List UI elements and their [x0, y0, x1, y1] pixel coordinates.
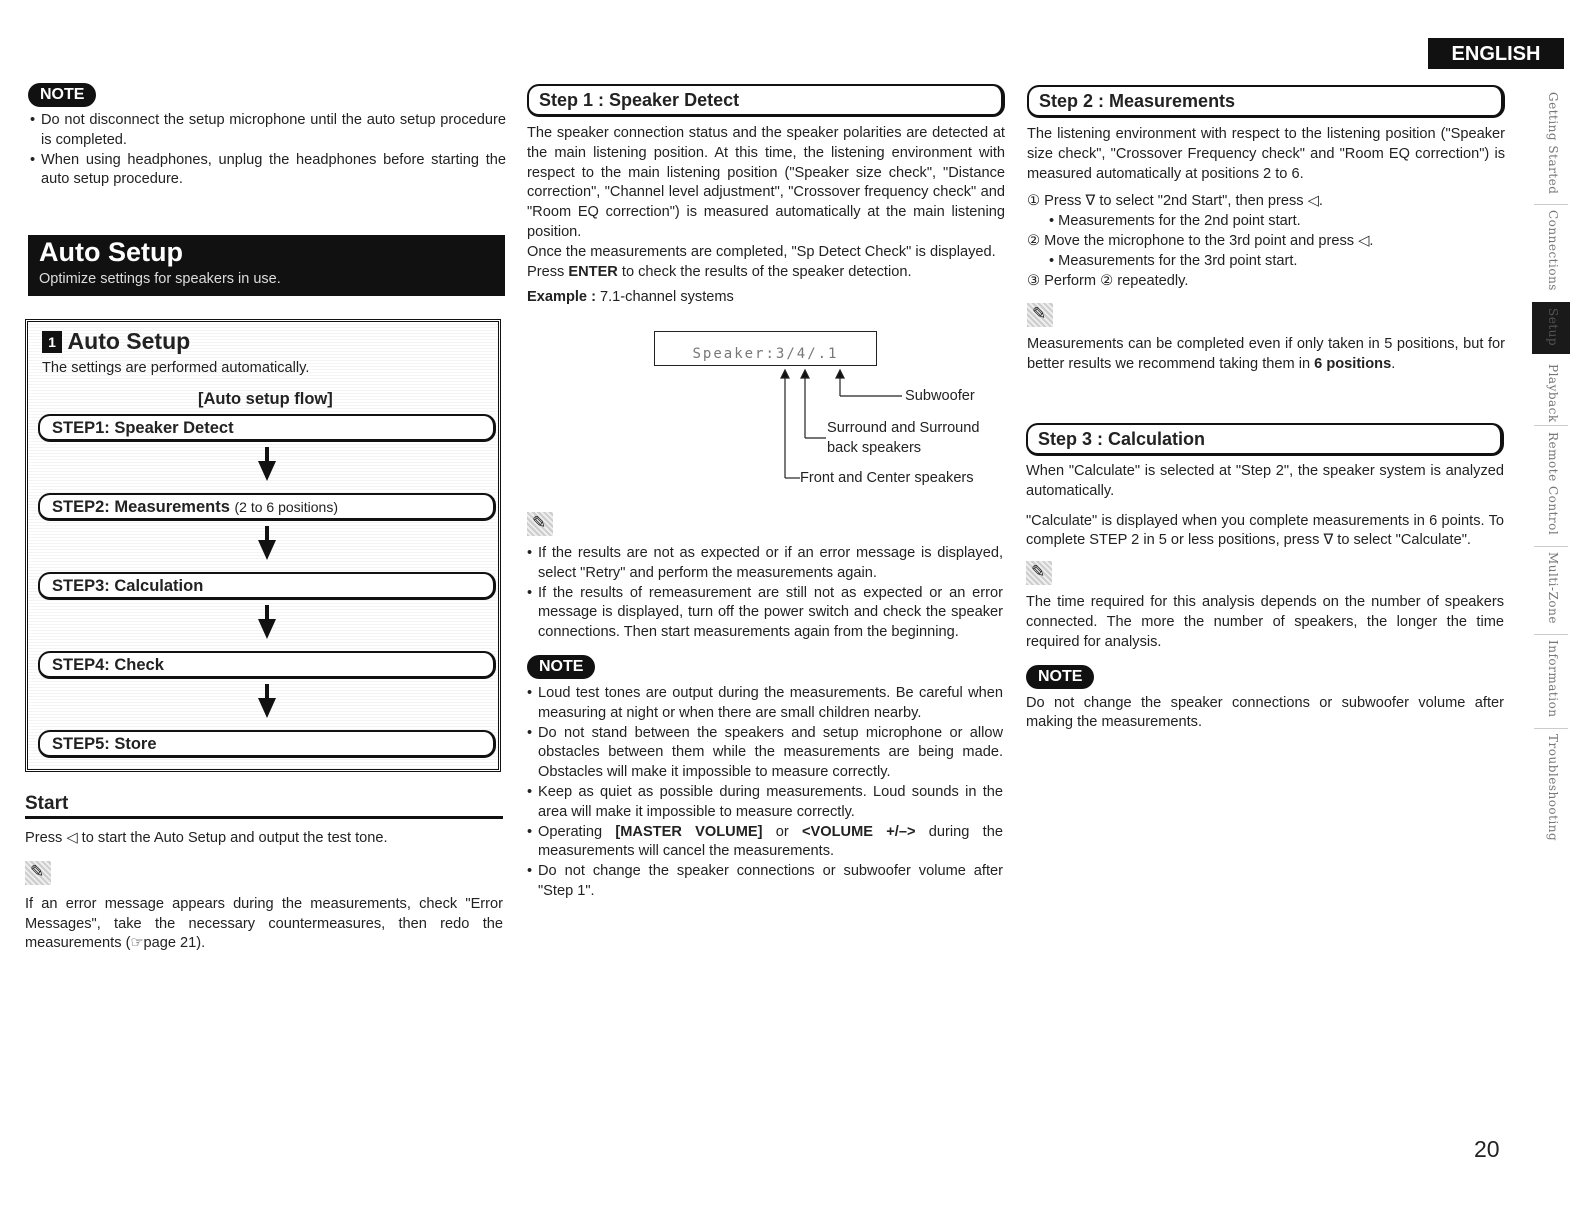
pencil-icon [25, 861, 51, 885]
side-nav [1530, 80, 1570, 850]
step2-heading: Step 2 : Measurements [1027, 85, 1505, 118]
start-title: Start [25, 793, 503, 819]
section-number-badge: 1 [42, 331, 62, 353]
example-line: Example : 7.1-channel systems [527, 289, 734, 306]
arrow-down-icon [38, 521, 496, 572]
col3 [1027, 85, 1505, 375]
step2-list-item-1: ① Press ∇ to select "2nd Start", then press ◁. [1027, 193, 1323, 210]
page-ref-icon: ☞ [130, 935, 144, 952]
down-arrow-icon: ∇ [1085, 193, 1096, 210]
down-arrow-icon: ∇ [1323, 532, 1334, 549]
step3-note: Do not change the speaker connections or subwoofer volume after making the measurements. [1026, 694, 1504, 731]
arrow-down-icon [38, 442, 496, 493]
tip-item: • If the results are not as expected or if an error message is displayed, select "Retry" and perform the measurements again. [527, 544, 1003, 584]
language-tab [1428, 38, 1564, 69]
left-arrow-icon: ◁ [66, 830, 78, 846]
flow-title: [Auto setup flow] [198, 390, 333, 408]
box-title: Auto Setup [67, 328, 191, 354]
enter-key: ENTER [568, 263, 618, 280]
step1-paragraph-2: Once the measurements are completed, "Sp Detect Check" is displayed. [527, 243, 996, 260]
col2-lower [527, 512, 1003, 902]
step2-list-item-2: ② Move the microphone to the 3rd point and press ◁. [1027, 232, 1374, 249]
note-item: • Do not disconnect the setup microphone until the auto setup procedure is completed. [30, 111, 506, 151]
note-item: • When using headphones, unplug the headphones before starting the auto setup procedure. [30, 151, 506, 191]
note-list [30, 111, 506, 190]
note-badge: NOTE [28, 83, 96, 107]
note-badge: NOTE [1026, 665, 1094, 689]
flow-steps [38, 414, 496, 758]
tip-item: • If the results of remeasurement are still not as expected or an error message is displayed, turn off the power switch and check the speaker connections. Then start measurements again from the beginning. [527, 584, 1003, 643]
start-text: Press ◁ to start the Auto Setup and output the test tone. [25, 830, 388, 846]
flow-step-5: STEP5: Store [38, 730, 496, 758]
side-tab-setup[interactable]: Setup [1546, 308, 1560, 347]
step3-tip: The time required for this analysis depends on the number of speakers connected. The more the number of speakers, the longer the time required for analysis. [1026, 594, 1504, 650]
step2-list-item-3: ③ Perform ② repeatedly. [1027, 272, 1189, 289]
tips-list [527, 544, 1003, 643]
step2-paragraph: The listening environment with respect to the listening position ("Speaker size check", "Crossover Frequency check" and "Room EQ correction") is measured automatically at positions 2 to 6. [1027, 126, 1505, 182]
auto-setup-banner [28, 235, 505, 296]
step1-paragraph-1: The speaker connection status and the speaker polarities are detected at the main listening position. At this time, the listening environment with respect to the main listening position ("Speaker size check", "Distance correction", "Channel level adjustment", "Crossover frequency check" and "Room EQ correction") is measured automatically at the main listening position. [527, 125, 1005, 240]
side-tab-connections[interactable]: Connections [1546, 210, 1560, 291]
note-item: • Do not change the speaker connections or subwoofer volume after "Step 1". [527, 862, 1003, 902]
display-text: Speaker:3/4/.1 [692, 346, 839, 362]
banner-subtitle: Optimize settings for speakers in use. [39, 271, 281, 287]
banner-title: Auto Setup [39, 237, 183, 267]
side-tab-troubleshooting[interactable]: Troubleshooting [1546, 734, 1560, 842]
callout-surround: Surround and Surround back speakers [827, 420, 980, 456]
left-arrow-icon: ◁ [1358, 232, 1370, 249]
step2-tip: Measurements can be completed even if only taken in 5 positions, but for better results we recommend taking them in 6 positions. [1027, 336, 1505, 373]
pencil-icon [1027, 303, 1053, 327]
note-badge: NOTE [527, 655, 595, 679]
note-item: • Keep as quiet as possible during measurements. Loud sounds in the area will make it impossible to measure correctly. [527, 783, 1003, 823]
auto-setup-box [25, 319, 501, 772]
step3-paragraph-1: When "Calculate" is selected at "Step 2", the speaker system is analyzed automatically. [1026, 463, 1504, 499]
flow-step-2: STEP2: Measurements (2 to 6 positions) [38, 493, 496, 521]
flow-step-1: STEP1: Speaker Detect [38, 414, 496, 442]
side-tab-getting-started[interactable]: Getting Started [1546, 92, 1560, 195]
page-number: 20 [1474, 1136, 1500, 1162]
language-label: ENGLISH [1451, 43, 1541, 65]
side-tab-multi-zone[interactable]: Multi-Zone [1546, 552, 1560, 624]
side-tab-playback[interactable]: Playback [1546, 364, 1560, 423]
step2-list: ① Press ∇ to select "2nd Start", then press ◁. • Measurements for the 2nd point start. ② Move the microphone to the 3rd point and press ◁. • Measurements for the 3rd point start. ③ Perform ② repeatedly. [1027, 192, 1505, 291]
col3-step3 [1026, 423, 1504, 733]
arrow-down-icon [38, 679, 496, 730]
note-list [527, 684, 1003, 902]
left-arrow-icon: ◁ [1307, 193, 1319, 210]
pencil-icon [1026, 561, 1052, 585]
note-item: • Operating [MASTER VOLUME] or <VOLUME +/–> during the measurements will cancel the measurements. [527, 823, 1003, 863]
note-item: • Do not stand between the speakers and setup microphone or allow obstacles between them while the measurements are being made. Obstacles will make it impossible to measure correctly. [527, 724, 1003, 783]
col2 [527, 84, 1005, 308]
box-heading [42, 328, 190, 355]
callout-front-center: Front and Center speakers [800, 470, 974, 486]
step3-paragraph-2: "Calculate" is displayed when you complete measurements in 6 points. To complete STEP 2 in 5 or less positions, press ∇ to select "Calculate". [1026, 512, 1504, 549]
flow-step-4: STEP4: Check [38, 651, 496, 679]
speaker-display [654, 331, 877, 366]
pencil-icon [527, 512, 553, 536]
side-tab-information[interactable]: Information [1546, 640, 1560, 718]
callout-subwoofer: Subwoofer [905, 388, 975, 404]
flow-step-3: STEP3: Calculation [38, 572, 496, 600]
step3-heading: Step 3 : Calculation [1026, 423, 1504, 456]
box-subtitle: The settings are performed automatically. [42, 360, 310, 376]
arrow-down-icon [38, 600, 496, 651]
step1-heading: Step 1 : Speaker Detect [527, 84, 1005, 117]
start-tip: If an error message appears during the measurements, check "Error Messages", take the necessary countermeasures, then redo the measurements (☞page 21). [25, 895, 503, 952]
note-item: • Loud test tones are output during the measurements. Be careful when measuring at night or when there are small children nearby. [527, 684, 1003, 724]
col1-note [28, 83, 506, 190]
step1-paragraph-3: Press ENTER to check the results of the speaker detection. [527, 263, 912, 280]
side-tab-remote-control[interactable]: Remote Control [1546, 432, 1560, 536]
start-section [25, 793, 503, 954]
